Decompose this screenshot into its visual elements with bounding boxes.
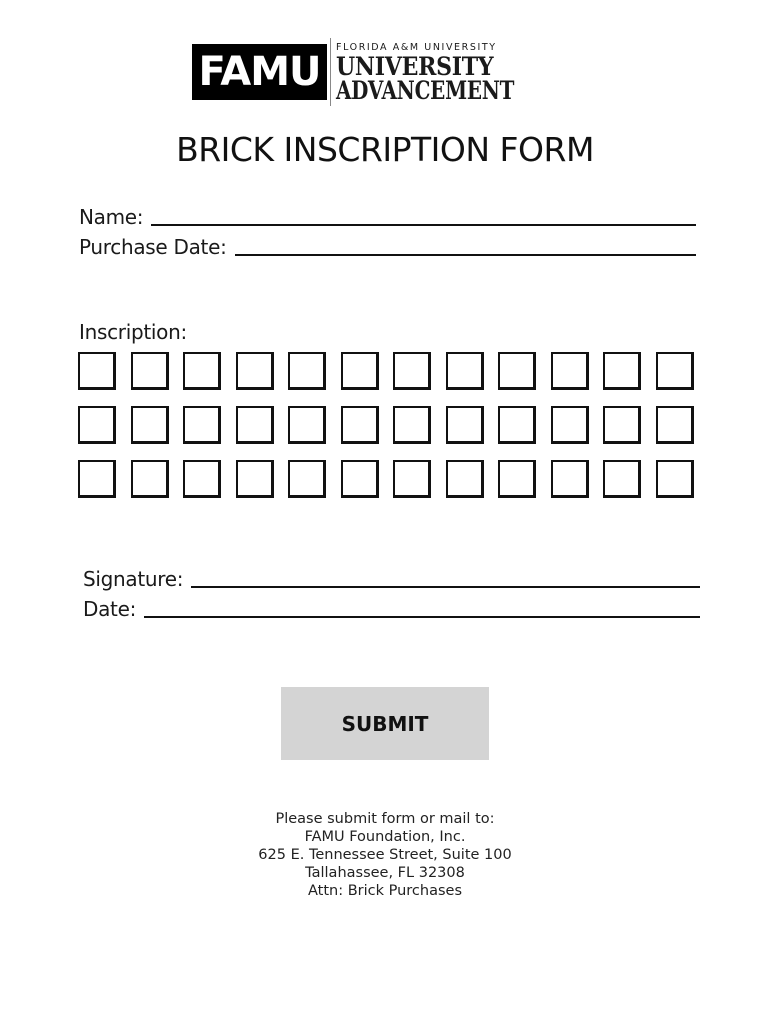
purchase-date-input-line[interactable]	[235, 234, 696, 256]
inscription-character-box[interactable]	[236, 406, 274, 444]
logo-subtitle: FLORIDA A&M UNIVERSITY	[336, 42, 497, 53]
inscription-character-box[interactable]	[446, 406, 484, 444]
logo-line-advancement: ADVANCEMENT	[336, 76, 515, 105]
inscription-character-box[interactable]	[236, 460, 274, 498]
inscription-character-box[interactable]	[183, 406, 221, 444]
inscription-character-box[interactable]	[446, 352, 484, 390]
inscription-character-box[interactable]	[78, 406, 116, 444]
inscription-character-box[interactable]	[288, 406, 326, 444]
inscription-character-box[interactable]	[603, 406, 641, 444]
inscription-character-box[interactable]	[183, 352, 221, 390]
signature-input-line[interactable]	[191, 566, 700, 588]
inscription-character-box[interactable]	[603, 352, 641, 390]
address-line-street: 625 E. Tennessee Street, Suite 100	[258, 847, 512, 863]
logo-line-university: UNIVERSITY	[336, 52, 494, 81]
date-field[interactable]	[83, 596, 700, 621]
address-line-organization: FAMU Foundation, Inc.	[304, 829, 466, 845]
inscription-character-box[interactable]	[656, 406, 694, 444]
inscription-character-box[interactable]	[656, 460, 694, 498]
date-label: Date:	[83, 597, 137, 621]
address-line-attention: Attn: Brick Purchases	[307, 883, 463, 899]
inscription-character-box[interactable]	[393, 352, 431, 390]
purchase-date-field[interactable]	[79, 234, 696, 259]
famu-logo	[192, 38, 582, 106]
inscription-character-box[interactable]	[551, 406, 589, 444]
inscription-character-box[interactable]	[131, 460, 169, 498]
inscription-character-box[interactable]	[288, 460, 326, 498]
address-line-instruction: Please submit form or mail to:	[275, 811, 495, 827]
inscription-character-box[interactable]	[656, 352, 694, 390]
inscription-character-box[interactable]	[498, 460, 536, 498]
inscription-character-box[interactable]	[78, 460, 116, 498]
name-field[interactable]	[79, 204, 696, 229]
date-input-line[interactable]	[144, 596, 700, 618]
address-line-city: Tallahassee, FL 32308	[305, 865, 465, 881]
mailing-address	[0, 810, 770, 900]
submit-button[interactable]: SUBMIT	[281, 687, 489, 760]
inscription-character-box[interactable]	[78, 352, 116, 390]
inscription-character-box[interactable]	[498, 406, 536, 444]
inscription-label: Inscription:	[79, 320, 187, 344]
signature-field[interactable]	[83, 566, 700, 591]
inscription-grid	[78, 352, 692, 502]
inscription-character-box[interactable]	[236, 352, 274, 390]
inscription-character-box[interactable]	[288, 352, 326, 390]
page-title: BRICK INSCRIPTION FORM	[176, 130, 594, 169]
inscription-character-box[interactable]	[131, 406, 169, 444]
signature-label: Signature:	[83, 567, 184, 591]
logo-divider	[330, 38, 331, 106]
inscription-character-box[interactable]	[446, 460, 484, 498]
famu-logo-mark: FAMU	[192, 44, 327, 100]
inscription-character-box[interactable]	[393, 460, 431, 498]
purchase-date-label: Purchase Date:	[79, 235, 227, 259]
inscription-character-box[interactable]	[498, 352, 536, 390]
inscription-character-box[interactable]	[341, 406, 379, 444]
name-input-line[interactable]	[151, 204, 696, 226]
inscription-character-box[interactable]	[131, 352, 169, 390]
inscription-character-box[interactable]	[341, 352, 379, 390]
inscription-character-box[interactable]	[393, 406, 431, 444]
name-label: Name:	[79, 205, 144, 229]
inscription-character-box[interactable]	[603, 460, 641, 498]
inscription-character-box[interactable]	[183, 460, 221, 498]
inscription-character-box[interactable]	[551, 352, 589, 390]
inscription-character-box[interactable]	[341, 460, 379, 498]
inscription-character-box[interactable]	[551, 460, 589, 498]
